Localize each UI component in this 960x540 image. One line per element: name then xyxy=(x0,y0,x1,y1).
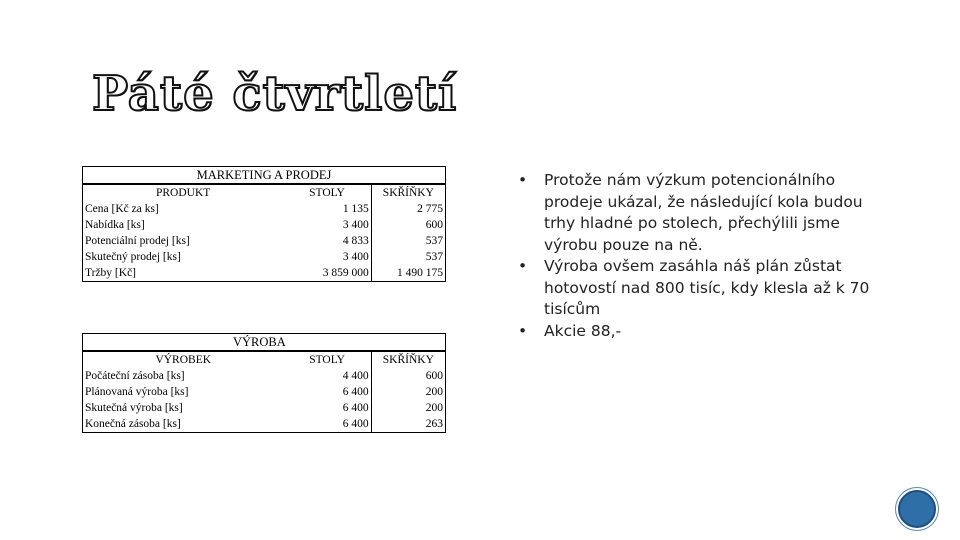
slide-title: Páté čtvrtletí xyxy=(92,66,458,122)
production-col-tables: STOLY xyxy=(283,351,371,368)
row-value-tables: 6 400 xyxy=(283,416,371,433)
table-row xyxy=(83,368,446,384)
circle-badge-icon xyxy=(898,490,936,528)
row-value-cabinets: 600 xyxy=(371,217,445,233)
bullet-text: Protože nám výzkum potencionálního prodeje ukázal, že následující kola budou trhy hladné po stolech, přechýlili jsme výrobu pouze na ně. xyxy=(544,171,863,254)
row-value-tables: 3 400 xyxy=(283,217,371,233)
row-label: Tržby [Kč] xyxy=(83,265,284,282)
table-row xyxy=(83,384,446,400)
row-value-cabinets: 200 xyxy=(371,384,445,400)
row-value-tables: 4 400 xyxy=(283,368,371,384)
row-value-cabinets: 2 775 xyxy=(371,201,445,217)
bullet-icon: • xyxy=(518,171,528,189)
row-value-tables: 3 859 000 xyxy=(283,265,371,282)
row-value-cabinets: 1 490 175 xyxy=(371,265,445,282)
row-label: Skutečný prodej [ks] xyxy=(83,249,284,265)
production-table xyxy=(82,333,446,433)
marketing-table xyxy=(82,166,446,282)
table-row xyxy=(83,233,446,249)
list-item xyxy=(516,256,896,321)
table-row xyxy=(83,400,446,416)
bullet-icon: • xyxy=(518,257,528,275)
table-row xyxy=(83,265,446,282)
row-label: Počáteční zásoba [ks] xyxy=(83,368,284,384)
row-label: Potenciální prodej [ks] xyxy=(83,233,284,249)
row-label: Konečná zásoba [ks] xyxy=(83,416,284,433)
marketing-table-caption: MARKETING A PRODEJ xyxy=(83,167,446,185)
row-value-tables: 1 135 xyxy=(283,201,371,217)
bullet-text: Akcie 88,- xyxy=(544,321,622,340)
table-row xyxy=(83,217,446,233)
bullet-text: Výroba ovšem zasáhla náš plán zůstat hotovostí nad 800 tisíc, kdy klesla až k 70 tisícům xyxy=(544,257,870,318)
row-label: Nabídka [ks] xyxy=(83,217,284,233)
row-label: Plánovaná výroba [ks] xyxy=(83,384,284,400)
row-value-cabinets: 537 xyxy=(371,233,445,249)
row-value-cabinets: 600 xyxy=(371,368,445,384)
row-value-cabinets: 200 xyxy=(371,400,445,416)
table-row xyxy=(83,201,446,217)
row-value-cabinets: 263 xyxy=(371,416,445,433)
bullet-list xyxy=(516,170,896,342)
row-value-cabinets: 537 xyxy=(371,249,445,265)
production-table-caption: VÝROBA xyxy=(83,334,446,352)
row-value-tables: 6 400 xyxy=(283,400,371,416)
marketing-col-cabinets: SKŘÍŇKY xyxy=(371,184,445,201)
marketing-col-product: PRODUKT xyxy=(83,184,284,201)
table-row xyxy=(83,416,446,433)
row-value-tables: 4 833 xyxy=(283,233,371,249)
production-col-cabinets: SKŘÍŇKY xyxy=(371,351,445,368)
marketing-col-tables: STOLY xyxy=(283,184,371,201)
list-item xyxy=(516,321,896,343)
list-item xyxy=(516,170,896,256)
row-label: Cena [Kč za ks] xyxy=(83,201,284,217)
row-value-tables: 3 400 xyxy=(283,249,371,265)
production-col-product: VÝROBEK xyxy=(83,351,284,368)
table-row xyxy=(83,249,446,265)
row-label: Skutečná výroba [ks] xyxy=(83,400,284,416)
row-value-tables: 6 400 xyxy=(283,384,371,400)
bullet-icon: • xyxy=(518,321,528,340)
